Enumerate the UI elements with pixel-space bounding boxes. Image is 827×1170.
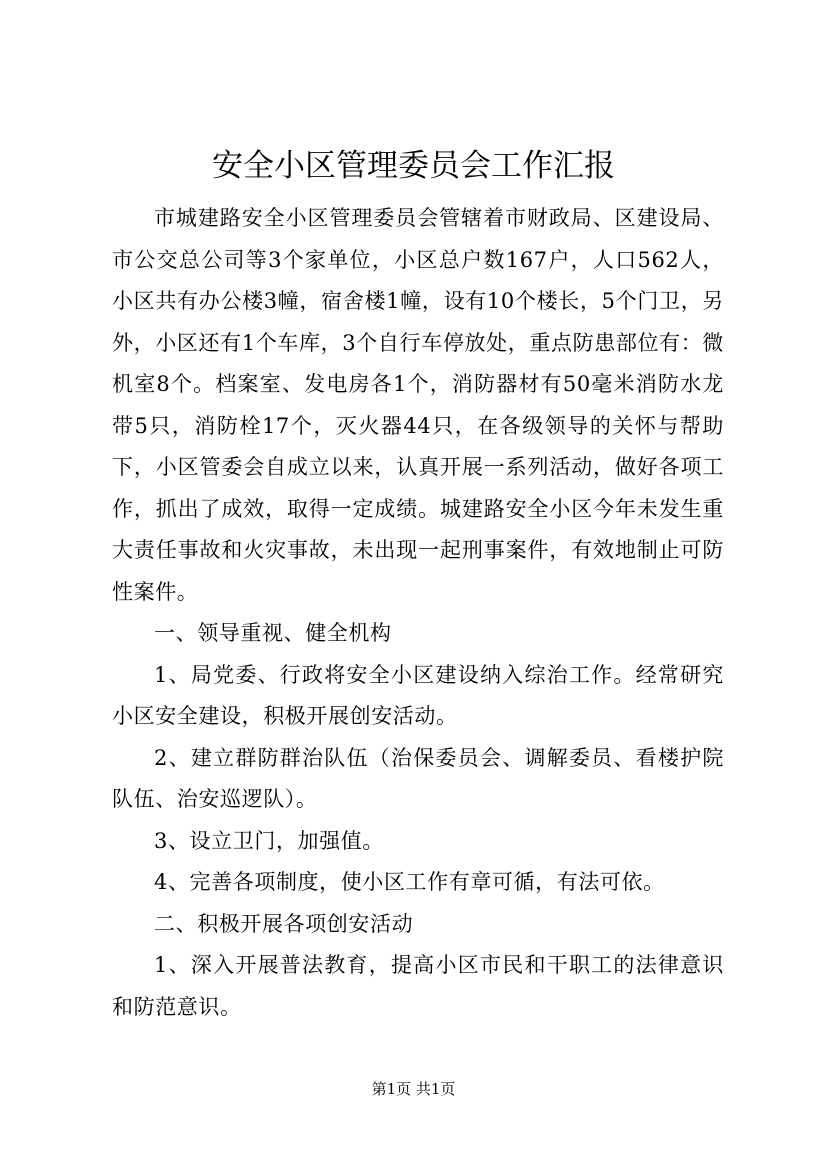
document-body [112, 198, 724, 1028]
list-item: 3、设立卫门，加强值。 [154, 828, 384, 853]
page-number-footer: 第1页 共1页 [371, 1080, 456, 1098]
document-title: 安全小区管理委员会工作汇报 [212, 148, 615, 184]
list-item: 1、深入开展普法教育，提高小区市民和干职工的法律意识和防范意识。 [112, 953, 724, 1019]
list-item: 1、局党委、行政将安全小区建设纳入综治工作。经常研究小区安全建设，积极开展创安活动。 [112, 662, 724, 728]
section-heading-1: 一、领导重视、健全机构 [154, 621, 392, 645]
list-item: 4、完善各项制度，使小区工作有章可循，有法可依。 [154, 870, 665, 894]
list-item: 2、建立群防群治队伍（治保委员会、调解委员、看楼护院队伍、治安巡逻队）。 [112, 745, 724, 811]
section-heading-2: 二、积极开展各项创安活动 [154, 911, 414, 936]
intro-paragraph: 市城建路安全小区管理委员会管辖着市财政局、区建设局、市公交总公司等3个家单位，小区总户数167户，人口562人，小区共有办公楼3幢，宿舍楼1幢，设有10个楼长，5个门卫，另外，小区还有1个车库，3个自行车停放处，重点防患部位有：微机室8个。档案室、发电房各1个，消防器材有50毫米消防水龙带5只，消防栓17个，灭火器44只，在各级领导的关怀与帮助下，小区管委会自成立以来，认真开展一系列活动，做好各项工作，抓出了成效，取得一定成绩。城建路安全小区今年未发生重大责任事故和火灾事故，未出现一起刑事案件，有效地制止可防性案件。 [112, 206, 724, 604]
